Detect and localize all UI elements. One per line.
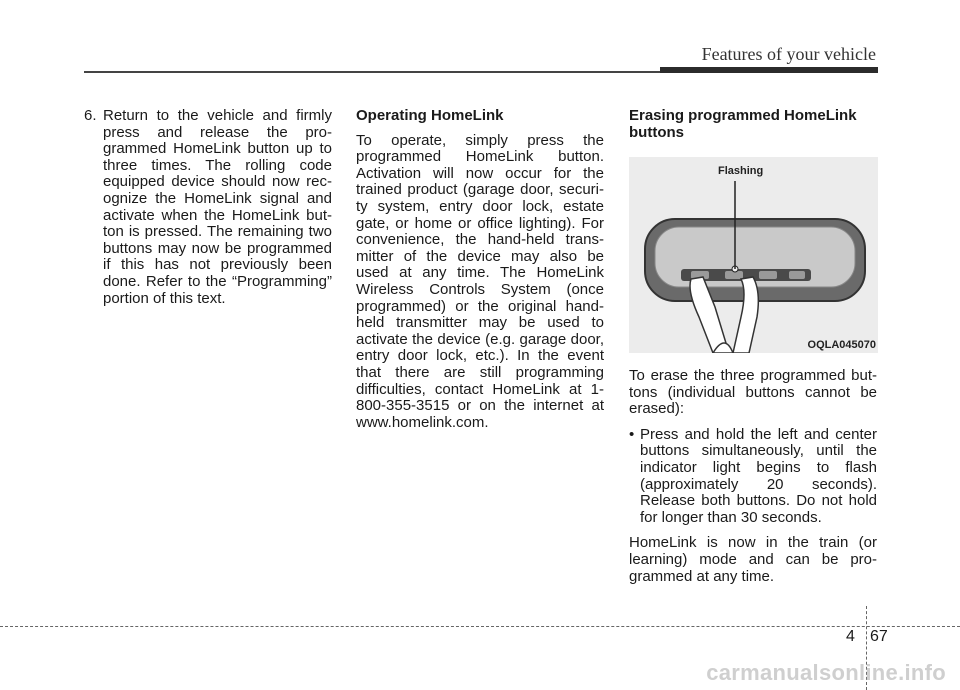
homelink-button-right <box>759 271 777 279</box>
figure-label-flashing: Flashing <box>718 165 764 177</box>
erasing-intro: To erase the three programmed but-tons (individual buttons cannot be erased): <box>629 367 877 418</box>
header-rule-thin <box>84 71 663 73</box>
step-text: Return to the vehicle and firmly press and release the pro-grammed HomeLink button up to three times. The rolling code equipped device should now rec-ognize the HomeLink signal and activate when the HomeLink but-ton is pressed. The remaining two buttons may now be programmed if this has not previously been done. Refer to the “Programming” portion of this text. <box>103 107 332 307</box>
chapter-number: 4 <box>846 628 855 645</box>
column-3-body <box>629 368 877 585</box>
column-2 <box>356 108 604 431</box>
bullet-icon: • <box>629 425 635 443</box>
header-rule-thick <box>660 67 878 73</box>
watermark: carmanualsonline.info <box>706 660 946 685</box>
erasing-heading: Erasing programmed HomeLink buttons <box>629 107 857 141</box>
erasing-bullet <box>629 427 877 527</box>
step-number: 6. <box>84 107 97 124</box>
operating-heading: Operating HomeLink <box>356 107 504 124</box>
extra-button <box>789 271 805 279</box>
figure-code: OQLA045070 <box>807 339 876 351</box>
bullet-text: Press and hold the left and center buttons simultaneously, until the indicator light begins to flash (approximately 20 seconds). Release both buttons. Do not hold for longer than 30 seconds. <box>640 425 877 526</box>
mirror-figure <box>629 157 878 353</box>
step-6 <box>84 108 332 307</box>
erasing-closing: HomeLink is now in the train (or learning) mode and can be pro-grammed at any time. <box>629 534 877 585</box>
mirror-illustration <box>629 157 878 353</box>
footer-rule <box>0 626 960 627</box>
column-1 <box>84 108 332 307</box>
column-3 <box>629 108 877 149</box>
header-title: Features of your vehicle <box>701 44 876 64</box>
operating-body: To operate, simply press the programmed HomeLink button. Activation will now occur for the trained product (garage door, securi-ty system, entry door lock, estate gate, or home or office lighting). For convenience, the hand-held trans-mitter of the device may also be used at any time. The HomeLink Wireless Controls System (once programmed) or the original hand-held transmitter may be used to activate the device (e.g. garage door, entry door lock, etc.). In the event that there are still programming difficulties, contact HomeLink at 1-800-355-3515 or on the internet at www.homelink.com. <box>356 131 604 431</box>
page-number: 67 <box>870 628 888 645</box>
